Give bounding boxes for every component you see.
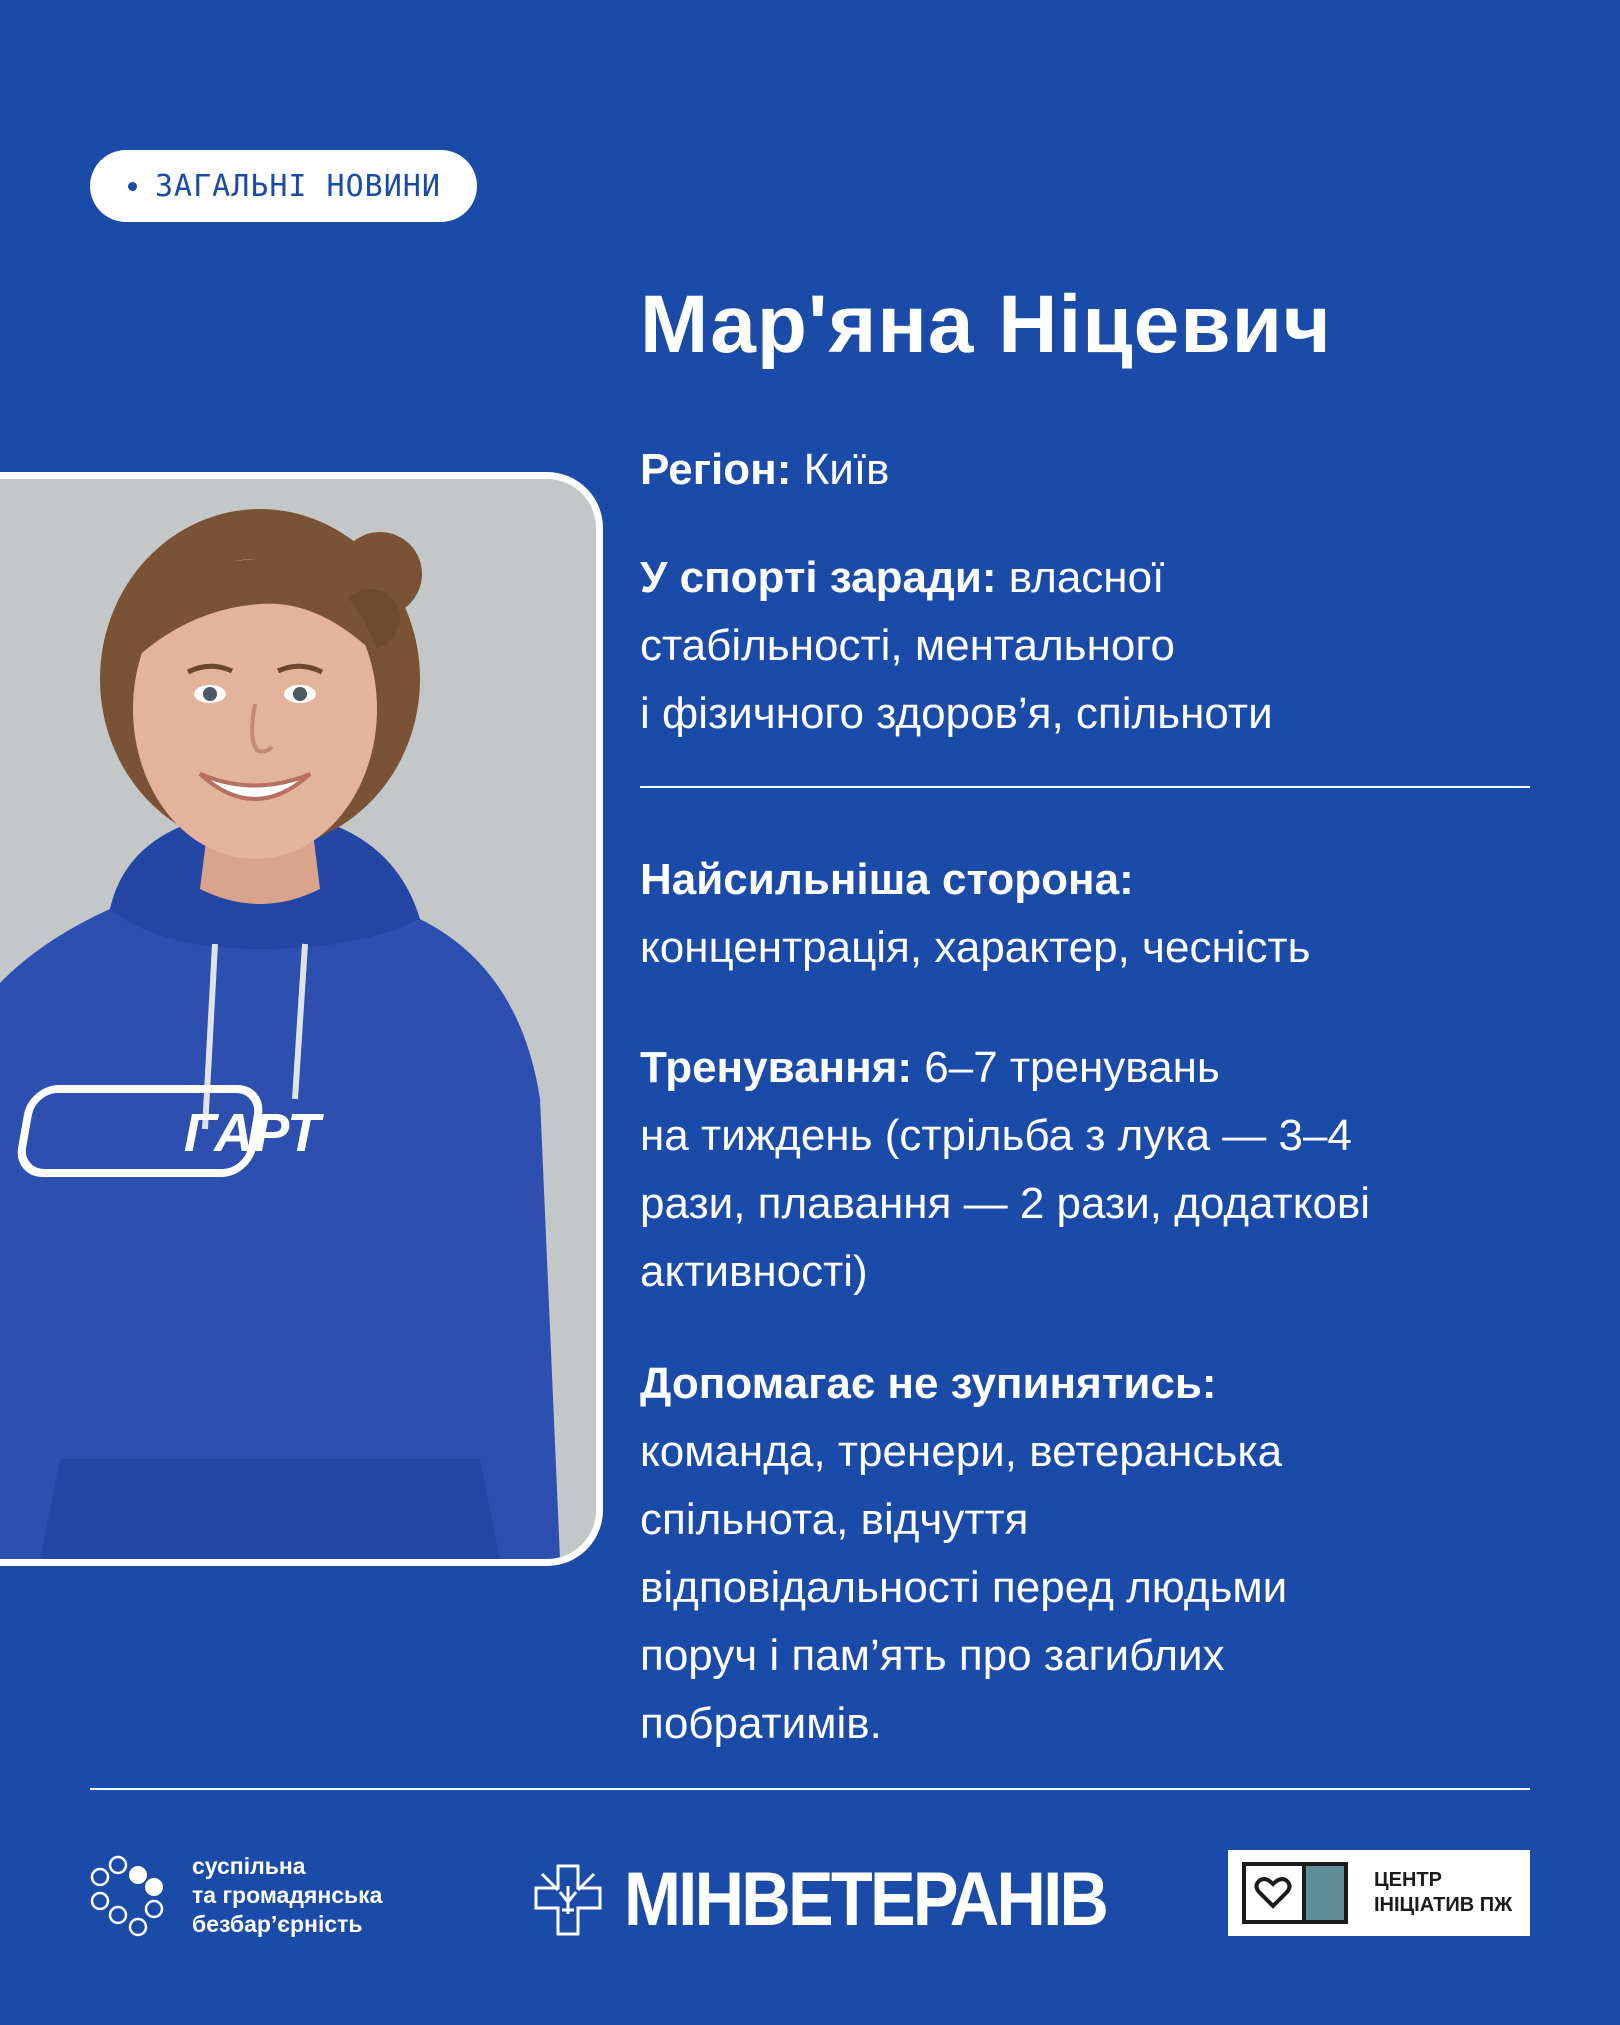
logo-centr-iniciatyv [1228,1850,1530,1936]
footer-logos [0,1830,1620,1980]
strength-label: Найсильніша сторона: [640,855,1134,904]
region-label: Регіон: [640,445,792,494]
logo1-line: безбар’єрність [192,1911,363,1937]
heart-logo-icon [1242,1862,1348,1924]
logo3-line: ЦЕНТР [1374,1869,1442,1891]
helps-block [640,1350,1540,1758]
logo-bezbariernist [88,1852,382,1939]
helps-line: команда, тренери, ветеранська [640,1427,1283,1476]
region-value: Київ [803,445,890,494]
training-block [640,1034,1540,1306]
footer-divider [90,1788,1530,1790]
helps-line: поруч і пам’ять про загиблих [640,1631,1225,1680]
logo1-line: суспільна [192,1853,306,1879]
training-line: на тиждень (стрільба з лука — 3–4 [640,1111,1352,1160]
hoodie-print: ГАРТ [183,1103,321,1163]
sport-reason-block [640,544,1540,748]
divider [640,786,1530,788]
helps-line: відповідальності перед людьми [640,1563,1288,1612]
helps-line: побратимів. [640,1699,882,1748]
helps-line: спільнота, відчуття [640,1495,1029,1544]
portrait-photo [0,472,603,1566]
training-line: 6–7 тренувань [924,1043,1220,1092]
strength-block [640,846,1540,982]
helps-label: Допомагає не зупинятись: [640,1359,1217,1408]
sport-reason-line: і фізичного здоров’я, спільноти [640,689,1273,738]
logo-minveteraniv [532,1856,1160,1943]
training-label: Тренування: [640,1043,913,1092]
logo1-line: та громадянська [192,1882,383,1908]
logo2-name: МІНВЕТЕРАНІВ [624,1857,1107,1942]
sport-reason-line: власної [1008,553,1165,602]
circles-logo-icon [88,1853,168,1939]
region-block [640,436,1540,504]
ministry-emblem-icon [532,1862,604,1938]
sport-reason-line: стабільності, ментального [640,621,1175,670]
sport-reason-label: У спорті заради: [640,553,997,602]
bullet-icon [128,182,137,191]
person-name: Мар'яна Ніцевич [640,279,1332,370]
training-line: рази, плавання — 2 рази, додаткові [640,1179,1371,1228]
training-line: активності) [640,1247,868,1296]
category-tag[interactable] [90,150,477,222]
logo3-line: ІНІЦІАТИВ ПЖ [1374,1894,1513,1916]
category-tag-label: ЗАГАЛЬНІ НОВИНИ [155,168,441,204]
strength-value: концентрація, характер, чесність [640,923,1311,972]
